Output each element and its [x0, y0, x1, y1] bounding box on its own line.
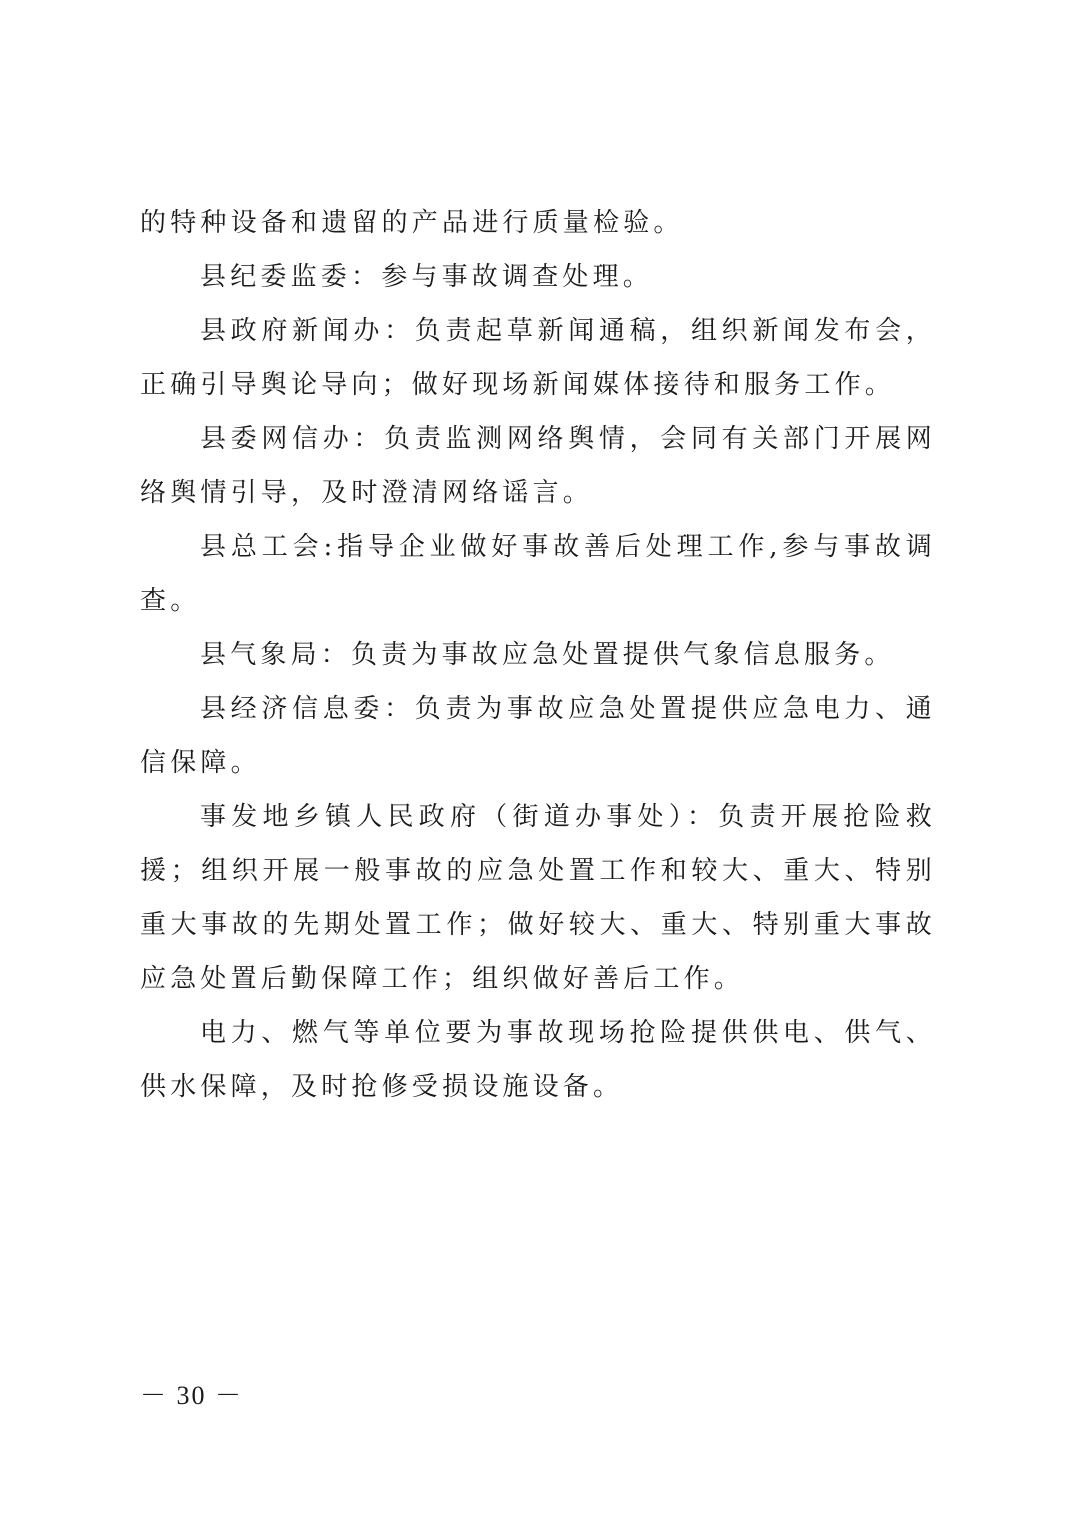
paragraph-county-economic-information-commission: 县经济信息委：负责为事故应急处置提供应急电力、通信保障。: [140, 694, 936, 778]
paragraph-county-news-office: 县政府新闻办：负责起草新闻通稿，组织新闻发布会，正确引导舆论导向；做好现场新闻媒体接待和服务工作。: [140, 316, 936, 400]
paragraph-county-cyberspace-office: 县委网信办：负责监测网络舆情，会同有关部门开展网络舆情引导，及时澄清网络谣言。: [140, 424, 936, 508]
paragraph-power-gas-units: 电力、燃气等单位要为事故现场抢险提供供电、供气、供水保障，及时抢修受损设施设备。: [140, 1018, 936, 1102]
page-number: － 30 －: [140, 1381, 244, 1410]
document-body: [140, 196, 936, 1114]
paragraph-township-government: 事发地乡镇人民政府（街道办事处）：负责开展抢险救援；组织开展一般事故的应急处置工作和较大、重大、特别重大事故的先期处置工作；做好较大、重大、特别重大事故应急处置后勤保障工作；组织做好善后工作。: [140, 802, 936, 994]
paragraph-county-discipline-commission: 县纪委监委：参与事故调查处理。: [200, 262, 654, 292]
paragraph-county-meteorological-bureau: 县气象局：负责为事故应急处置提供气象信息服务。: [200, 640, 895, 670]
paragraph-county-trade-union: 县总工会:指导企业做好事故善后处理工作,参与事故调查。: [140, 532, 936, 616]
paragraph-continuation: 的特种设备和遗留的产品进行质量检验。: [140, 208, 684, 238]
